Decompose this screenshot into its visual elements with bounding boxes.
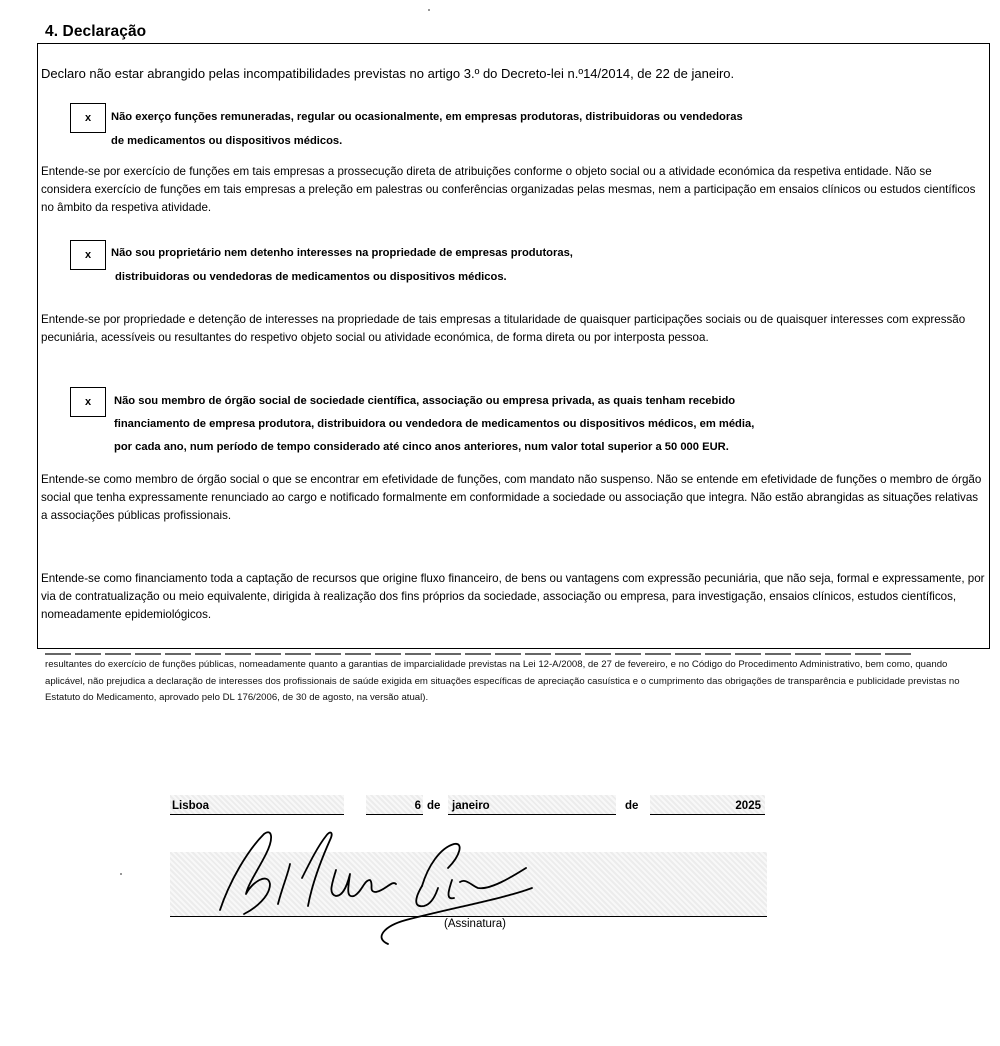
year-field[interactable]: 2025 <box>650 795 765 815</box>
footnote: resultantes do exercício de funções públicas, nomeadamente quanto a garantias de imparcialidade previstas na Lei 12-A/2008, de 27 de fevereiro, e no Código do Procedimento Administrativo, bem como, quando aplicável, não prejudica a declaração de interesses dos profissionais de saúde exigida em situações específicas de apreciação casuística e o cumprimento das obrigações de transparência e publicidade previstas no Estatuto do Medicamento, aprovado pelo DL 176/2006, de 30 de agosto, na versão atual). <box>45 659 960 704</box>
month-field[interactable]: janeiro <box>448 795 616 815</box>
declaration-1-line-1: Não exerço funções remuneradas, regular ou ocasionalmente, em empresas produtoras, distribuidoras ou vendedoras <box>111 111 743 123</box>
declaration-3-checkbox[interactable]: x <box>70 387 106 417</box>
declaration-2-checkbox[interactable]: x <box>70 240 106 270</box>
date-connector-1: de <box>427 800 441 812</box>
scan-speck <box>428 9 430 11</box>
cropped-text-line <box>45 651 915 656</box>
signature-label: (Assinatura) <box>444 918 506 930</box>
declaration-3-line-1: Não sou membro de órgão social de sociedade científica, associação ou empresa privada, as quais tenham recebido <box>114 395 736 407</box>
declaration-1-line-2: de medicamentos ou dispositivos médicos. <box>111 135 343 147</box>
section-title: 4. Declaração <box>45 23 147 40</box>
day-field[interactable]: 6 <box>366 795 423 815</box>
declaration-1-checkbox[interactable]: x <box>70 103 106 133</box>
declaration-1-explanation: Entende-se por exercício de funções em tais empresas a prossecução direta de atribuições conforme o objeto social ou a atividade económica da respetiva entidade. Não se considera exercício de funções em tais empresas a preleção em palestras ou conferências organizadas pelas mesmas, nem a participação em ensaios clínicos ou estudos científicos no âmbito da respetiva atividade. <box>41 165 976 214</box>
scan-speck <box>120 873 122 875</box>
date-connector-2: de <box>625 800 639 812</box>
declaration-3-line-2: financiamento de empresa produtora, distribuidora ou vendedora de medicamentos ou dispositivos médicos, em média, <box>114 418 755 430</box>
lead-statement: Declaro não estar abrangido pelas incompatibilidades previstas no artigo 3.º do Decreto-lei n.º14/2014, de 22 de janeiro. <box>41 66 735 81</box>
handwritten-signature <box>160 822 580 947</box>
financing-note: Entende-se como financiamento toda a captação de recursos que origine fluxo financeiro, de bens ou vantagens com expressão pecuniária, que não seja, formal e expressamente, por via de contratualização ou meio equivalente, dirigida à realização dos fins próprios da sociedade, associação ou empresa, para investigação, ensaios clínicos, estudos científicos, nomeadamente epidemiológicos. <box>41 572 985 621</box>
declaration-2-line-1: Não sou proprietário nem detenho interesses na propriedade de empresas produtoras, <box>111 247 573 259</box>
declaration-3-line-3: por cada ano, num período de tempo considerado até cinco anos anteriores, num valor total superior a 50 000 EUR. <box>114 441 729 453</box>
declaration-3-explanation: Entende-se como membro de órgão social o que se encontrar em efetividade de funções, com mandato não suspenso. Não se entende em efetividade de funções o membro de órgão social que tenha expressamente renunciado ao cargo e notificado formalmente em conformidade a sociedade ou associação que integra. Não estão abrangidas as situações relativas a associações públicas profissionais. <box>41 473 982 522</box>
declaration-2-explanation: Entende-se por propriedade e detenção de interesses na propriedade de tais empresas a titularidade de quaisquer participações sociais ou de quaisquer interesses com expressão pecuniária, acessíveis ou resultantes do respetivo objeto social ou atividade económica, de forma direta ou por interposta pessoa. <box>41 313 966 344</box>
declaration-2-line-2: distribuidoras ou vendedoras de medicamentos ou dispositivos médicos. <box>115 271 507 283</box>
place-field[interactable]: Lisboa <box>170 795 344 815</box>
